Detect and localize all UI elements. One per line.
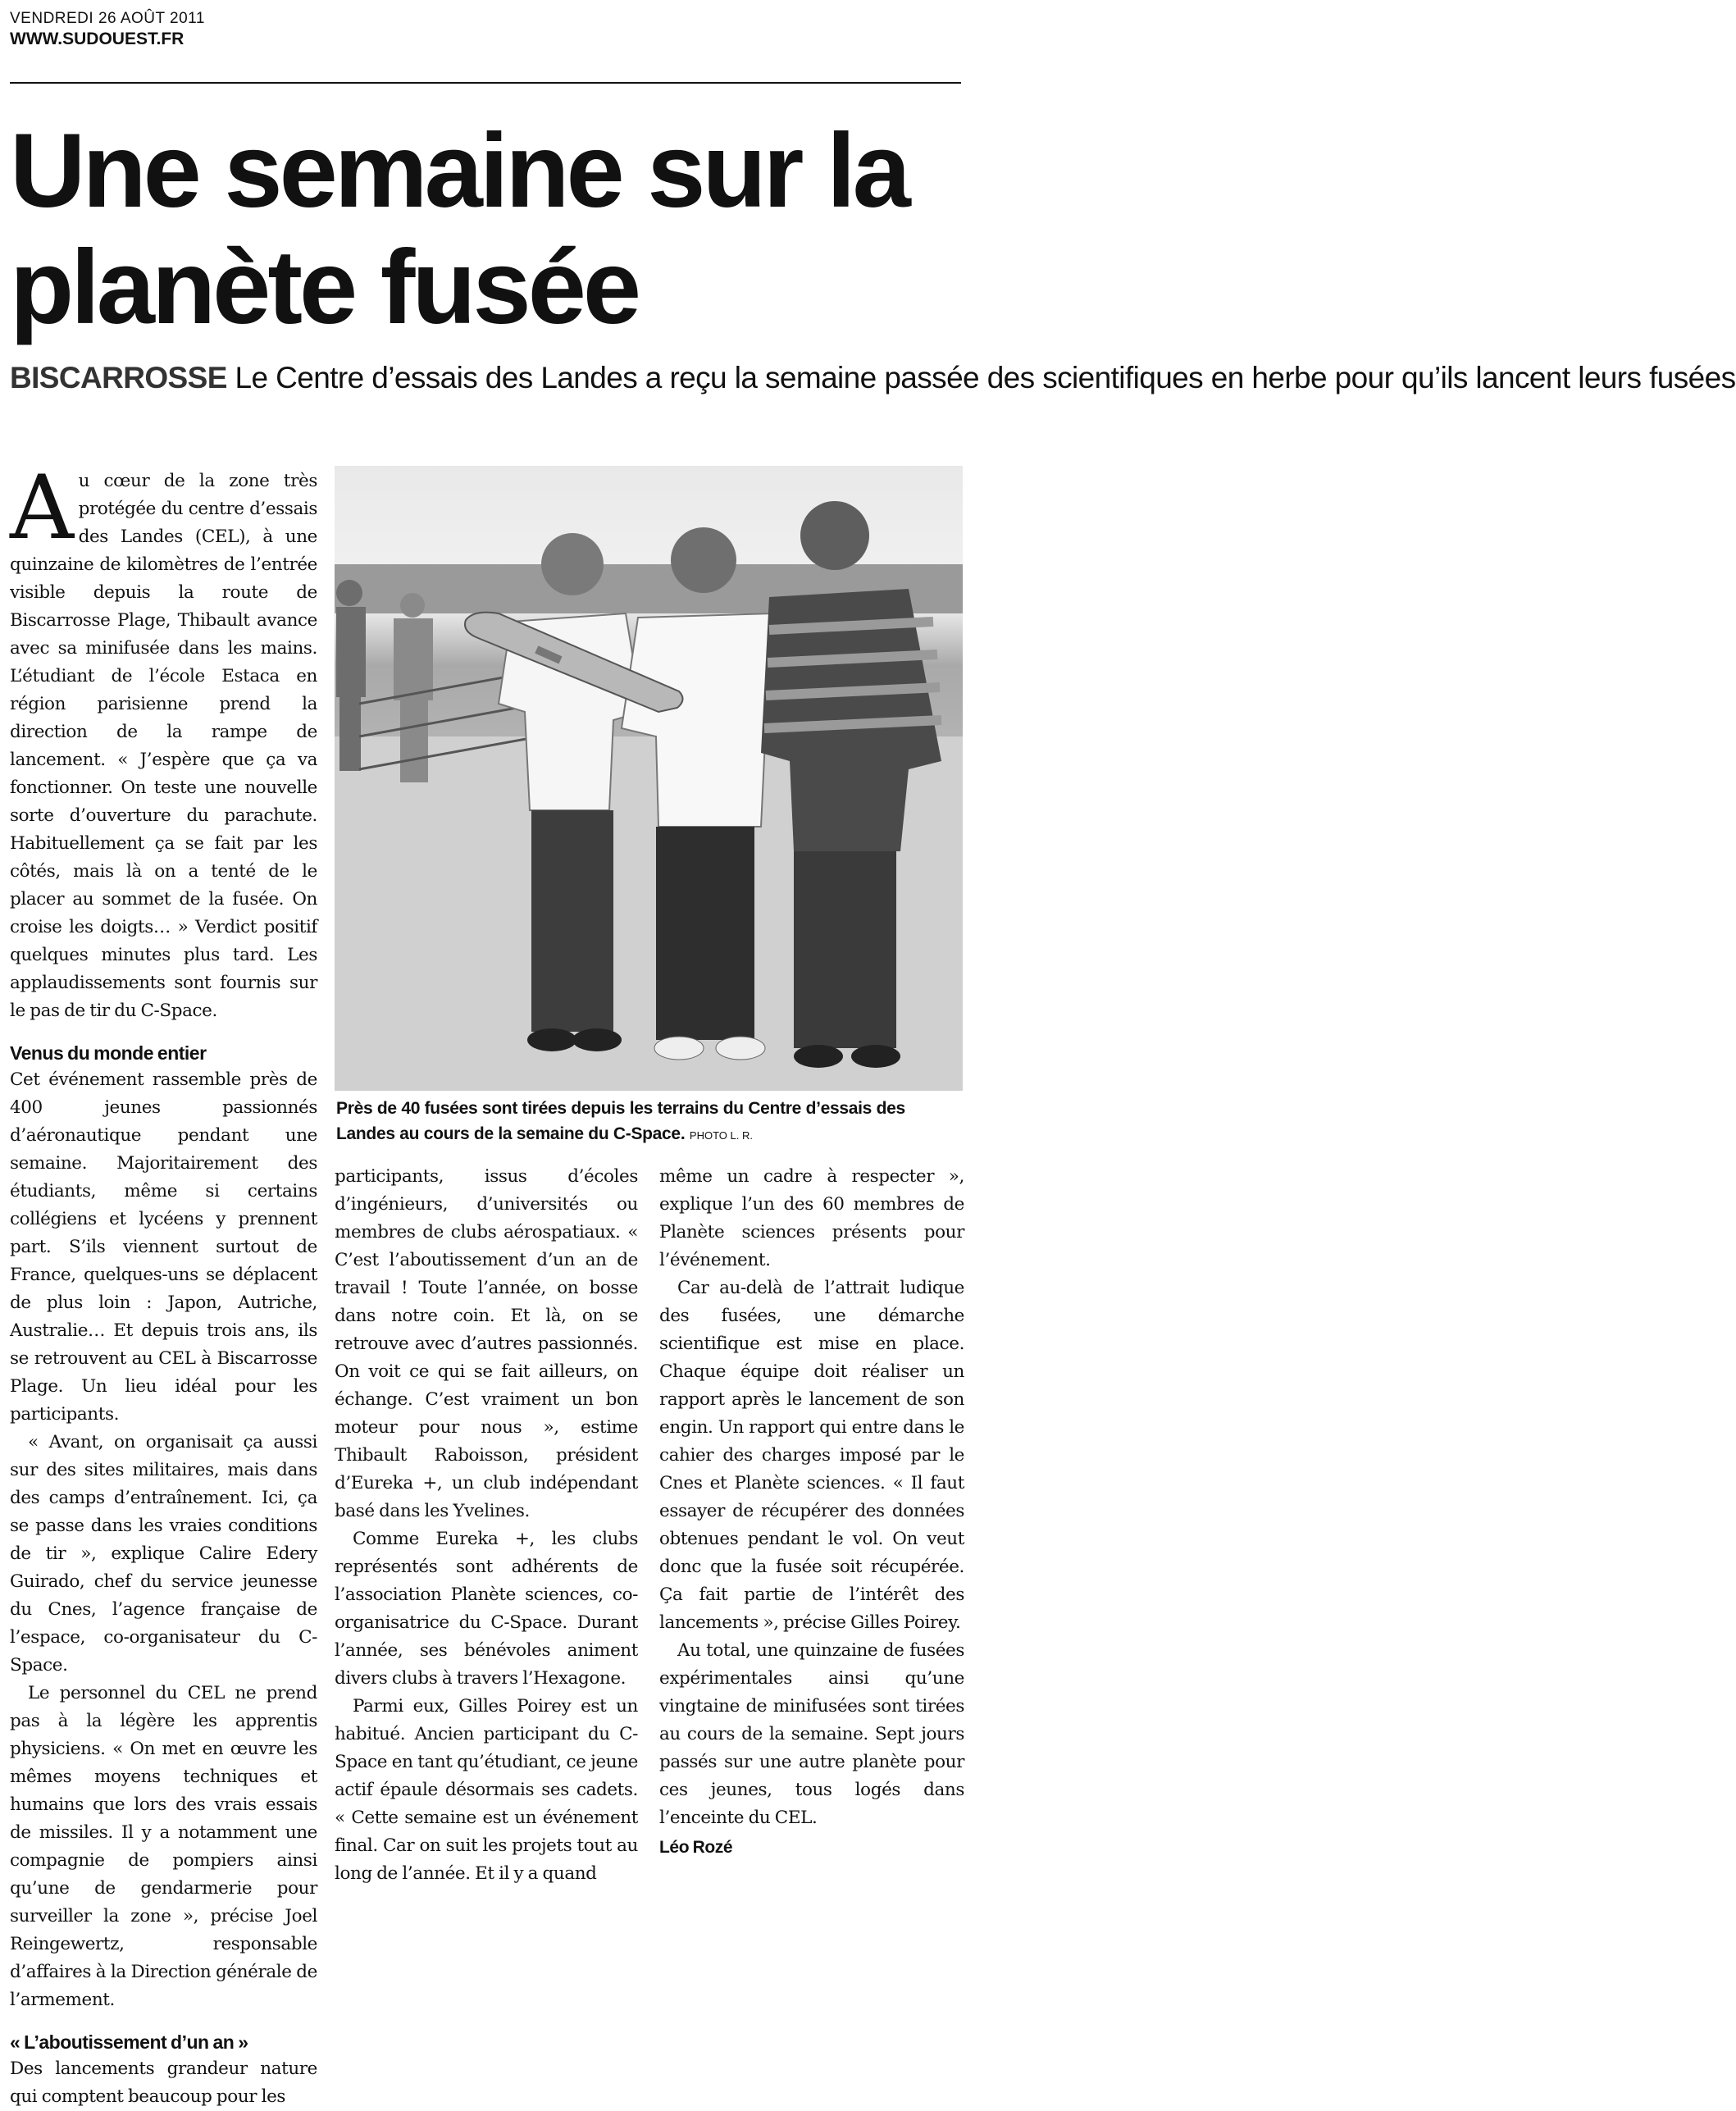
header-rule [10, 82, 961, 84]
paragraph: Au total, une quinzaine de fusées expérimentales ainsi qu’une vingtaine de minifusées sont tirées au cours de la semaine. Sept jours passés sur une autre planète pour ces jeunes, tous logés dans l’enceinte du CEL. [659, 1640, 964, 1828]
photo-credit: PHOTO L. R. [689, 1129, 753, 1142]
headline: Une semaine sur la planète fusée [10, 112, 908, 346]
paragraph: Parmi eux, Gilles Poirey est un habitué. Ancien participant du C-Space en tant qu’étudiant, ce jeune actif épaule désormais ses cadets. « Cette semaine est un événement final. Car on suit les projets tout au long de l’année. Et il y a quand [335, 1696, 638, 1884]
standfirst-text: Le Centre d’essais des Landes a reçu la semaine passée des scientifiques en herbe pour qu’ils lancent leurs fusées [235, 361, 1736, 394]
article-column-2 [335, 1163, 638, 1888]
website-url[interactable]: WWW.SUDOUEST.FR [10, 30, 185, 48]
issue-date: VENDREDI 26 AOÛT 2011 [10, 10, 205, 27]
paragraph: même un cadre à respecter », explique l’un des 60 membres de Planète sciences présents pour l’événement. [659, 1166, 964, 1270]
paragraph: Des lancements grandeur nature qui comptent beaucoup pour les [10, 2059, 317, 2107]
paragraph: Comme Eureka +, les clubs représentés sont adhérents de l’association Planète sciences, co-organisatrice du C-Space. Durant l’année, ses bénévoles animent divers clubs à travers l’Hexagone. [335, 1529, 638, 1689]
intertitle: Venus du monde entier [10, 1042, 207, 1064]
paragraph: « Avant, on organisait ça aussi sur des sites militaires, mais dans des camps d’entraînement. Ici, ça se passe dans les vraies conditions de tir », explique Calire Edery Guirado, chef du service jeunesse du Cnes, l’agence française de l’espace, co-organisateur du C-Space. [10, 1432, 317, 1676]
intertitle: « L’aboutissement d’un an » [10, 2031, 248, 2053]
location-kicker: BISCARROSSE [10, 361, 227, 394]
photo-illustration [335, 466, 963, 1091]
paragraph: Cet événement rassemble près de 400 jeunes passionnés d’aéronautique pendant une semaine. Majoritairement des étudiants, même si certains collégiens et lycéens y prennent part. S’ils viennent surtout de France, quelques-uns se déplacent de plus loin : Japon, Autriche, Australie… Et depuis trois ans, ils se retrouvent au CEL à Biscarrosse Plage. Un lieu idéal pour les participants. [10, 1069, 317, 1425]
paragraph: Au cœur de la zone très protégée du centre d’essais des Landes (CEL), à une quinzaine de kilomètres de l’entrée visible depuis la route de Biscarrosse Plage, Thibault avance avec sa minifusée dans les mains. L’étudiant de l’école Estaca en région parisienne prend la direction de la rampe de lancement. « J’espère que ça va fonctionner. On teste une nouvelle sorte d’ouverture du parachute. Habituellement ça se fait par les côtés, mais là on a tenté de le placer au sommet de la fusée. On croise les doigts… » Verdict positif quelques minutes plus tard. Les applaudissements sont fournis sur le pas de tir du C-Space. [10, 457, 317, 1021]
caption-text: Près de 40 fusées sont tirées depuis les terrains du Centre d’essais des Landes au cours de la semaine du C-Space. [336, 1099, 905, 1143]
article-photo [335, 466, 963, 1091]
author-signature: Léo Rozé [659, 1838, 733, 1857]
drop-cap: A [10, 457, 74, 559]
paragraph: participants, issus d’écoles d’ingénieurs, d’universités ou membres de clubs aérospatiaux. « C’est l’aboutissement d’un an de travail ! Toute l’année, on bosse dans notre coin. Et là, on se retrouve avec d’autres passionnés. On voit ce qui se fait ailleurs, on échange. C’est vraiment un bon moteur pour nous », estime Thibault Raboisson, président d’Eureka +, un club indépendant basé dans les Yvelines. [335, 1166, 638, 1521]
article-column-3 [659, 1163, 964, 1862]
photo-caption [336, 1096, 968, 1148]
paragraph: Le personnel du CEL ne prend pas à la légère les apprentis physiciens. « On met en œuvre les mêmes moyens techniques et humains que lors des vrais essais de missiles. Il y a notamment une compagnie de pompiers ainsi qu’une de gendarmerie pour surveiller la zone », précise Joel Reingewertz, responsable d’affaires à la Direction générale de l’armement. [10, 1683, 317, 2010]
standfirst [10, 354, 1736, 402]
paragraph: Car au-delà de l’attrait ludique des fusées, une démarche scientifique est mise en place. Chaque équipe doit réaliser un rapport après le lancement de son engin. Un rapport qui entre dans le cahier des charges imposé par le Cnes et Planète sciences. « Il faut essayer de récupérer des données obtenues pendant le vol. On veut donc que la fusée soit récupérée. Ça fait partie de l’intérêt des lancements », précise Gilles Poirey. [659, 1278, 964, 1633]
article-column-1 [10, 457, 317, 2111]
